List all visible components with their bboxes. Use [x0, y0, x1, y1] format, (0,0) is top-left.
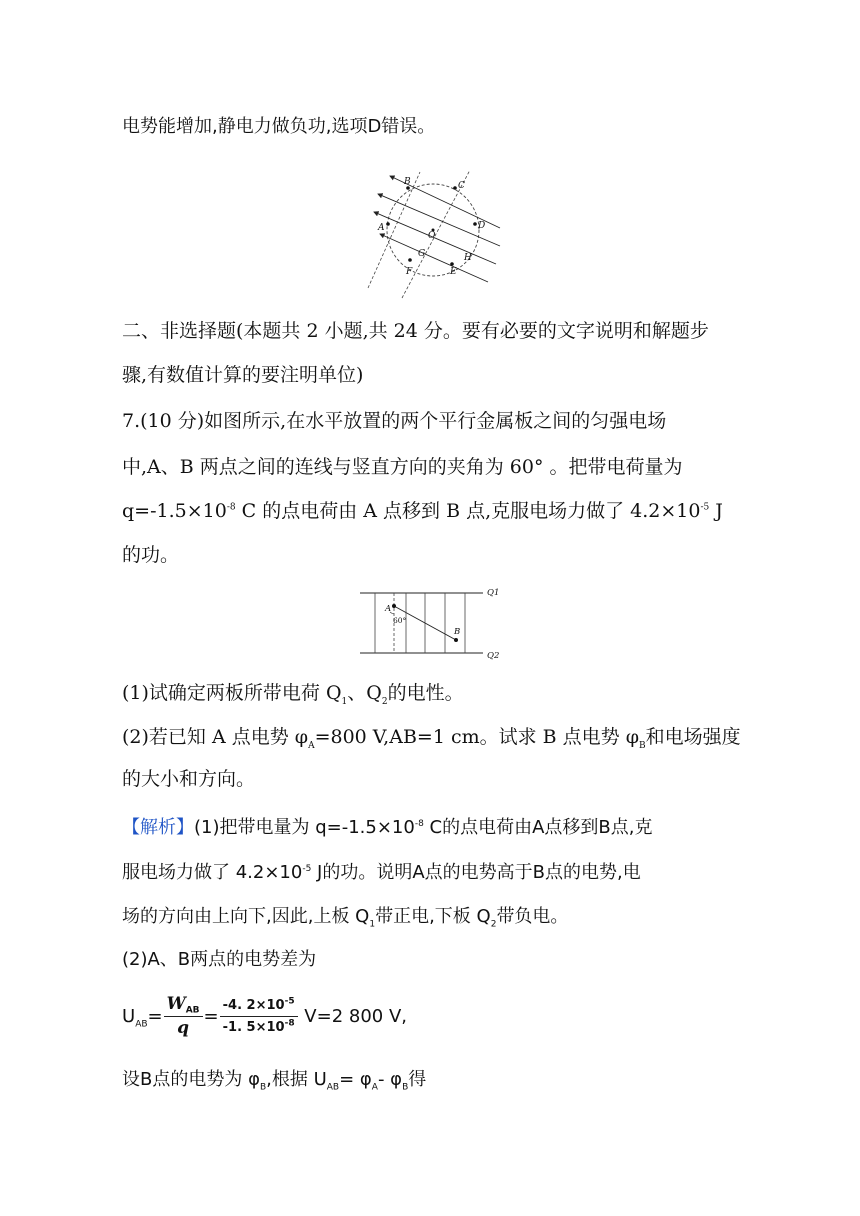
answer-tag: 【解析】	[122, 817, 194, 838]
label-D: D	[478, 221, 486, 231]
section-heading: 二、非选择题(本题共 2 小题,共 24 分。要有必要的文字说明和解题步	[122, 320, 709, 342]
label-Q2: Q2	[487, 651, 500, 661]
label-C: C	[458, 181, 465, 191]
label-A: A	[378, 223, 385, 233]
label-Q1: Q1	[487, 588, 500, 598]
question-7-line2: 中,A、B 两点之间的连线与竖直方向的夹角为 60° 。把带电荷量为	[122, 456, 683, 478]
section-heading-cont: 骤,有数值计算的要注明单位)	[122, 364, 364, 386]
label-H: H	[464, 253, 472, 263]
answer-equation: $U_{AB}=$ $\frac{W_{AB}}{q}$ = $\frac{-4. 2\times 10^{-5}}{-1. 5\times 10^{-8}}$ V=2 800 V,	[122, 994, 407, 1038]
label-E: E	[450, 267, 457, 277]
text-line: 电势能增加,静电力做负功,选项D错误。	[122, 116, 436, 137]
label-B: B	[454, 627, 461, 637]
answer-line6: 设B点的电势为 $\varphi_B$,根据 $U_{AB}= \varphi_A-$ $\varphi_B$得	[122, 1069, 427, 1093]
label-O: O	[428, 231, 436, 241]
subquestion-2-cont: 的大小和方向。	[122, 768, 256, 790]
label-G: G	[418, 249, 426, 259]
field-lines-figure	[360, 168, 510, 300]
subquestion-2: (2)若已知 A 点电势 $\varphi_A=800$ V,AB=1 cm。试求 B 点电势 $\varphi_B$和电场强度	[122, 726, 741, 751]
question-7-line4: 的功。	[122, 544, 180, 566]
parallel-plates-figure	[355, 584, 510, 662]
answer-line1: 【解析】(1)把带电量为 $q=-1.5\times 10^{-8}$ C的点电荷由A点移到B点,克	[122, 817, 653, 838]
question-7-line3: $q=-1.5\times 10^{-8}$ C 的点电荷由 A 点移到 B 点,克服电场力做了 $4.2\times 10^{-5}$ J	[122, 500, 723, 522]
label-B: B	[404, 177, 411, 187]
label-F: F	[406, 267, 413, 277]
label-A: A	[385, 604, 392, 614]
subquestion-1: (1)试确定两板所带电荷 $Q_1$、$Q_2$的电性。	[122, 682, 464, 707]
question-7-line1: 7.(10 分)如图所示,在水平放置的两个平行金属板之间的匀强电场	[122, 410, 667, 432]
label-angle: 60°	[393, 616, 407, 625]
fraction-values: $\frac{-4. 2\times 10^{-5}}{-1. 5\times 10^{-8}}$	[220, 997, 298, 1037]
answer-line3: 场的方向由上向下,因此,上板 $Q_1$带正电,下板 $Q_2$带负电。	[122, 906, 569, 930]
fraction-w-over-q: $\frac{W_{AB}}{q}$	[164, 995, 203, 1039]
answer-line4: (2)A、B两点的电势差为	[122, 949, 317, 970]
answer-line2: 服电场力做了 $4.2\times 10^{-5}$ J的功。说明A点的电势高于B点的电势,电	[122, 862, 641, 883]
